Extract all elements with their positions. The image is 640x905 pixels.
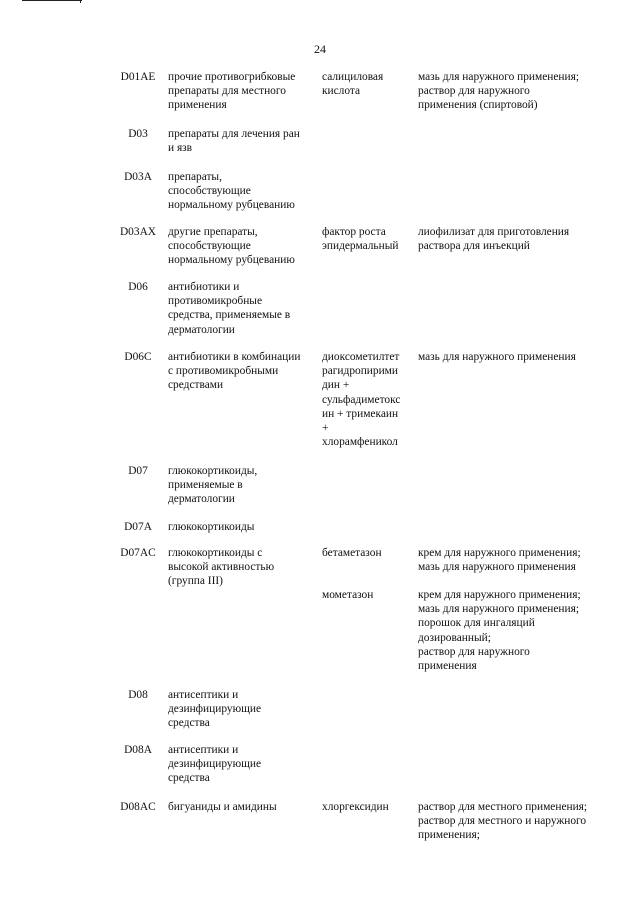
group-name [168,800,318,814]
drug-name [322,546,418,560]
group-line: средства [168,717,210,730]
drug-line: рагидропирими [322,365,398,378]
drug-line: эпидермальный [322,240,399,253]
dosage-form [418,588,618,673]
group-line: с противомикробными [168,365,279,378]
group-line: другие препараты, [168,226,258,238]
form-line: мазь для наружного применения [418,561,576,574]
form-line: применения [418,660,477,673]
group-line: нормальному рубцеванию [168,199,295,212]
group-line: глюкокортикоиды [168,521,255,533]
form-line: мазь для наружного применения; [418,603,580,616]
dosage-form [418,225,618,253]
group-line: антибиотики и [168,281,240,293]
drug-line: фактор роста [322,226,386,238]
atc-code: D08 [128,689,148,701]
group-line: дезинфицирующие [168,703,262,716]
drug-line: хлоргексидин [322,801,389,813]
group-line: бигуаниды и амидины [168,801,277,813]
group-name [168,127,318,155]
atc-code: D08A [124,744,152,756]
group-line: прочие противогрибковые [168,71,296,83]
group-line: средства [168,772,210,785]
form-line: лиофилизат для приготовления [418,226,570,238]
group-line: способствующие [168,185,251,198]
form-line: раствор для наружного [418,645,530,658]
form-line: порошок для ингаляций [418,617,535,630]
group-line: средствами [168,379,224,392]
atc-code: D06 [128,281,148,293]
atc-code: D08AC [120,801,156,813]
form-line: мазь для наружного применения; [418,71,580,83]
drug-line: бетаметазон [322,547,382,559]
group-line: препараты для лечения ран [168,128,300,140]
atc-code: D07A [124,521,152,533]
group-line: нормальному рубцеванию [168,254,295,267]
drug-line: хлорамфеникол [322,436,398,449]
group-name [168,464,318,507]
atc-code: D03 [128,128,148,140]
form-line: применения; [418,829,480,842]
group-name [168,546,318,589]
group-line: дерматологии [168,323,235,336]
group-line: антисептики и [168,689,239,701]
group-line: и язв [168,142,193,155]
drug-name [322,225,418,253]
atc-code: D06C [124,351,152,363]
group-name [168,688,318,731]
group-line: препараты, [168,171,222,183]
group-line: (группа III) [168,575,223,588]
drug-line: ин + тримекаин [322,407,399,420]
group-line: антибиотики в комбинации [168,351,301,363]
drug-line: кислота [322,85,361,98]
form-line: дозированный; [418,631,491,644]
dosage-form [418,546,618,574]
group-line: препараты для местного [168,85,286,98]
group-line: глюкокортикоиды, [168,465,258,477]
form-line: раствор для наружного [418,85,530,98]
form-line: мазь для наружного применения [418,351,576,363]
group-line: средства, применяемые в [168,309,291,322]
drug-line: салициловая [322,71,384,83]
group-name [168,170,318,213]
group-line: противомикробные [168,295,263,308]
atc-code: D07 [128,465,148,477]
drug-name [322,70,418,98]
drug-line: сульфадиметокс [322,393,401,406]
group-line: антисептики и [168,744,239,756]
dosage-form [418,70,618,113]
group-line: дерматологии [168,493,235,506]
drug-line: диоксометилтет [322,351,400,363]
group-name [168,280,318,337]
form-line: применения (спиртовой) [418,99,538,112]
top-rule [22,0,82,1]
atc-code: D03A [124,171,152,183]
form-line: раствор для местного и наружного [418,815,587,828]
group-name [168,520,318,534]
dosage-form [418,800,618,843]
group-line: способствующие [168,240,251,253]
atc-code: D03AX [119,226,157,238]
form-line: раствор для местного применения; [418,801,588,813]
page-number: 24 [314,42,326,56]
top-rule-tick [80,0,81,3]
drug-name [322,350,418,449]
form-line: крем для наружного применения; [418,589,581,601]
drug-line: дин + [322,379,350,392]
group-name [168,225,318,268]
drug-name [322,800,418,814]
group-line: глюкокортикоиды с [168,547,263,559]
group-name [168,70,318,113]
atc-code: D07AC [120,547,156,559]
group-line: дезинфицирующие [168,758,262,771]
group-line: высокой активностью [168,561,275,574]
drug-line: + [322,422,329,435]
drug-name [322,588,418,602]
dosage-form [418,350,618,364]
atc-code: D01AE [120,71,156,83]
form-line: крем для наружного применения; [418,547,581,559]
group-name [168,350,318,393]
group-name [168,743,318,786]
drug-line: мометазон [322,589,374,601]
form-line: раствора для инъекций [418,240,530,253]
group-line: применяемые в [168,479,243,492]
group-line: применения [168,99,227,112]
